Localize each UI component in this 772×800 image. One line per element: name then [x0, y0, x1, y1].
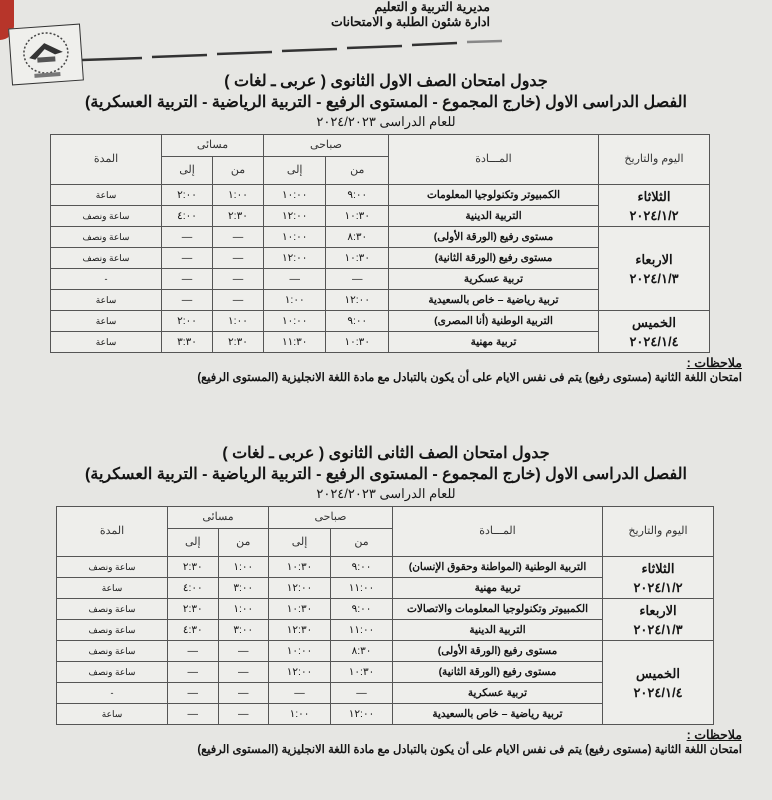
- day-name: الخميس: [636, 665, 680, 681]
- evening-to-cell: —: [168, 704, 219, 725]
- morning-from-cell: ٨:٣٠: [331, 641, 393, 662]
- subject-cell: الكمبيوتر وتكنولوجيا المعلومات: [389, 185, 599, 206]
- schedule-title: جدول امتحان الصف الثانى الثانوى ( عربى ـ لغات ): [222, 445, 550, 462]
- notes-text: امتحان اللغة الثانية (مستوى رفيع) يتم فى نفس الايام على أن يكون بالتبادل مع مادة اللغة الانجليزية (المستوى الرفيع): [197, 744, 742, 756]
- schedule-first-grade: [30, 72, 742, 385]
- duration-cell: ساعة: [51, 311, 162, 332]
- table-row: [51, 311, 710, 332]
- evening-from-cell: —: [212, 227, 263, 248]
- schedule-subtitle: الفصل الدراسى الاول (خارج المجموع - المستوى الرفيع - التربية الرياضية - التربية العسكرية): [85, 466, 687, 483]
- notes-label: ملاحظات :: [686, 728, 742, 742]
- evening-to-cell: —: [162, 248, 213, 269]
- subject-cell: الكمبيوتر وتكنولوجيا المعلومات والاتصالات: [393, 599, 603, 620]
- schedule-subtitle: الفصل الدراسى الاول (خارج المجموع - المستوى الرفيع - التربية الرياضية - التربية العسكرية): [85, 94, 687, 111]
- morning-from-cell: ١١:٠٠: [331, 620, 393, 641]
- evening-from-cell: ٣:٠٠: [218, 578, 269, 599]
- duration-cell: ساعة ونصف: [57, 662, 168, 683]
- header-day-date: اليوم والتاريخ: [603, 507, 714, 557]
- morning-from-cell: ١١:٠٠: [331, 578, 393, 599]
- header-morning-to: إلى: [269, 529, 331, 557]
- organization-header: [331, 0, 490, 30]
- evening-to-cell: —: [162, 227, 213, 248]
- notes: [30, 728, 742, 757]
- exam-date: ٢٠٢٤/١/٣: [629, 270, 679, 286]
- subject-cell: التربية الدينية: [389, 206, 599, 227]
- subject-cell: مستوى رفيع (الورقة الثانية): [389, 248, 599, 269]
- morning-from-cell: ١٠:٣٠: [326, 248, 389, 269]
- evening-from-cell: ٢:٣٠: [212, 332, 263, 353]
- morning-from-cell: ٩:٠٠: [331, 599, 393, 620]
- morning-from-cell: ١٠:٣٠: [331, 662, 393, 683]
- morning-to-cell: ١٢:٠٠: [269, 662, 331, 683]
- morning-from-cell: ١٠:٣٠: [326, 332, 389, 353]
- subject-cell: التربية الوطنية (أنا المصرى): [389, 311, 599, 332]
- day-name: الثلاثاء: [637, 188, 671, 204]
- header-row: [57, 507, 714, 529]
- header-subject: المـــادة: [393, 507, 603, 557]
- evening-from-cell: ٢:٣٠: [212, 206, 263, 227]
- day-name: الثلاثاء: [641, 560, 675, 576]
- morning-from-cell: ٩:٠٠: [326, 185, 389, 206]
- evening-from-cell: —: [218, 683, 269, 704]
- day-date-cell: [599, 311, 710, 353]
- evening-from-cell: ٣:٠٠: [218, 620, 269, 641]
- morning-from-cell: ٩:٠٠: [331, 557, 393, 578]
- header-duration: المدة: [51, 135, 162, 185]
- evening-to-cell: ٤:٠٠: [168, 578, 219, 599]
- header-evening-from: من: [218, 529, 269, 557]
- morning-to-cell: ١٠:٣٠: [269, 599, 331, 620]
- header-evening: مسائى: [168, 507, 269, 529]
- day-name: الاربعاء: [635, 251, 673, 267]
- evening-to-cell: ٤:٠٠: [162, 206, 213, 227]
- subject-cell: تربية مهنية: [393, 578, 603, 599]
- duration-cell: ساعة ونصف: [57, 620, 168, 641]
- table-row: [57, 557, 714, 578]
- subject-cell: مستوى رفيع (الورقة الثانية): [393, 662, 603, 683]
- exam-date: ٢٠٢٤/١/٣: [633, 621, 683, 637]
- duration-cell: ساعة: [51, 332, 162, 353]
- exam-date: ٢٠٢٤/١/٢: [629, 207, 679, 223]
- duration-cell: -: [57, 683, 168, 704]
- subject-cell: مستوى رفيع (الورقة الأولى): [389, 227, 599, 248]
- exam-table: [50, 134, 710, 353]
- header-evening: مسائى: [162, 135, 264, 157]
- schedule-second-grade: [30, 444, 742, 757]
- header-day-date: اليوم والتاريخ: [599, 135, 710, 185]
- notes-label: ملاحظات :: [686, 356, 742, 370]
- evening-to-cell: —: [168, 662, 219, 683]
- day-name: الخميس: [632, 314, 676, 330]
- morning-from-cell: ١٢:٠٠: [331, 704, 393, 725]
- morning-from-cell: —: [326, 269, 389, 290]
- subject-cell: التربية الوطنية (المواطنة وحقوق الإنسان): [393, 557, 603, 578]
- header-evening-from: من: [212, 157, 263, 185]
- morning-from-cell: ٩:٠٠: [326, 311, 389, 332]
- duration-cell: ساعة ونصف: [57, 641, 168, 662]
- header-morning: صباحى: [269, 507, 393, 529]
- evening-from-cell: —: [218, 641, 269, 662]
- morning-from-cell: ١٠:٣٠: [326, 206, 389, 227]
- morning-to-cell: ١:٠٠: [263, 290, 326, 311]
- subject-cell: مستوى رفيع (الورقة الأولى): [393, 641, 603, 662]
- subject-cell: تربية مهنية: [389, 332, 599, 353]
- table-row: [51, 185, 710, 206]
- morning-to-cell: —: [263, 269, 326, 290]
- duration-cell: ساعة ونصف: [51, 248, 162, 269]
- morning-from-cell: ١٢:٠٠: [326, 290, 389, 311]
- evening-from-cell: —: [218, 704, 269, 725]
- evening-from-cell: ١:٠٠: [218, 599, 269, 620]
- evening-to-cell: ٢:٣٠: [168, 557, 219, 578]
- exam-table: [56, 506, 714, 725]
- duration-cell: ساعة ونصف: [57, 599, 168, 620]
- evening-from-cell: —: [212, 248, 263, 269]
- morning-to-cell: ١٢:٠٠: [269, 578, 331, 599]
- schedule-year: للعام الدراسى ٢٠٢٤/٢٠٢٣: [316, 486, 456, 501]
- morning-to-cell: ١٠:٠٠: [263, 227, 326, 248]
- evening-from-cell: ١:٠٠: [218, 557, 269, 578]
- evening-from-cell: ١:٠٠: [212, 311, 263, 332]
- header-evening-to: إلى: [168, 529, 219, 557]
- header-morning-to: إلى: [263, 157, 326, 185]
- subject-cell: تربية رياضية – خاص بالسعيدية: [393, 704, 603, 725]
- evening-to-cell: —: [168, 641, 219, 662]
- duration-cell: -: [51, 269, 162, 290]
- day-date-cell: [599, 227, 710, 311]
- day-date-cell: [603, 599, 714, 641]
- exam-date: ٢٠٢٤/١/٢: [633, 579, 683, 595]
- morning-to-cell: ١٢:٠٠: [263, 248, 326, 269]
- table-row: [57, 599, 714, 620]
- duration-cell: ساعة ونصف: [51, 206, 162, 227]
- schedule-year: للعام الدراسى ٢٠٢٤/٢٠٢٣: [316, 114, 456, 129]
- evening-to-cell: —: [162, 290, 213, 311]
- morning-to-cell: ١٢:٠٠: [263, 206, 326, 227]
- table-row: [57, 641, 714, 662]
- duration-cell: ساعة ونصف: [51, 227, 162, 248]
- morning-to-cell: ١٢:٣٠: [269, 620, 331, 641]
- notes: [30, 356, 742, 385]
- morning-to-cell: ١١:٣٠: [263, 332, 326, 353]
- notes-text: امتحان اللغة الثانية (مستوى رفيع) يتم فى نفس الايام على أن يكون بالتبادل مع مادة اللغة الانجليزية (المستوى الرفيع): [197, 372, 742, 384]
- morning-to-cell: ١٠:٣٠: [269, 557, 331, 578]
- day-date-cell: [603, 557, 714, 599]
- table-row: [51, 227, 710, 248]
- duration-cell: ساعة: [51, 185, 162, 206]
- org-line-1: مديرية التربية و التعليم: [374, 0, 490, 14]
- evening-to-cell: ٢:٠٠: [162, 185, 213, 206]
- evening-to-cell: —: [162, 269, 213, 290]
- morning-to-cell: ١٠:٠٠: [263, 311, 326, 332]
- evening-from-cell: —: [212, 290, 263, 311]
- duration-cell: ساعة: [51, 290, 162, 311]
- evening-to-cell: ٣:٣٠: [162, 332, 213, 353]
- decorative-header-rule: [82, 32, 502, 64]
- subject-cell: تربية عسكرية: [393, 683, 603, 704]
- morning-to-cell: ١٠:٠٠: [263, 185, 326, 206]
- exam-date: ٢٠٢٤/١/٤: [633, 684, 683, 700]
- header-morning: صباحى: [263, 135, 388, 157]
- schedule-title: جدول امتحان الصف الاول الثانوى ( عربى ـ لغات ): [224, 73, 548, 90]
- duration-cell: ساعة ونصف: [57, 557, 168, 578]
- exam-date: ٢٠٢٤/١/٤: [629, 333, 679, 349]
- subject-cell: تربية عسكرية: [389, 269, 599, 290]
- subject-cell: التربية الدينية: [393, 620, 603, 641]
- evening-to-cell: ٤:٣٠: [168, 620, 219, 641]
- duration-cell: ساعة: [57, 578, 168, 599]
- morning-from-cell: —: [331, 683, 393, 704]
- evening-to-cell: —: [168, 683, 219, 704]
- header-duration: المدة: [57, 507, 168, 557]
- morning-to-cell: ١:٠٠: [269, 704, 331, 725]
- day-date-cell: [599, 185, 710, 227]
- morning-to-cell: —: [269, 683, 331, 704]
- org-line-2: ادارة شئون الطلبة و الامتحانات: [330, 15, 490, 29]
- header-morning-from: من: [331, 529, 393, 557]
- evening-from-cell: ١:٠٠: [212, 185, 263, 206]
- evening-to-cell: ٢:٣٠: [168, 599, 219, 620]
- evening-to-cell: ٢:٠٠: [162, 311, 213, 332]
- duration-cell: ساعة: [57, 704, 168, 725]
- evening-from-cell: —: [212, 269, 263, 290]
- morning-to-cell: ١٠:٠٠: [269, 641, 331, 662]
- header-morning-from: من: [326, 157, 389, 185]
- header-subject: المـــادة: [389, 135, 599, 185]
- evening-from-cell: —: [218, 662, 269, 683]
- subject-cell: تربية رياضية – خاص بالسعيدية: [389, 290, 599, 311]
- morning-from-cell: ٨:٣٠: [326, 227, 389, 248]
- header-row: [51, 135, 710, 157]
- day-name: الاربعاء: [639, 602, 677, 618]
- header-evening-to: إلى: [162, 157, 213, 185]
- day-date-cell: [603, 641, 714, 725]
